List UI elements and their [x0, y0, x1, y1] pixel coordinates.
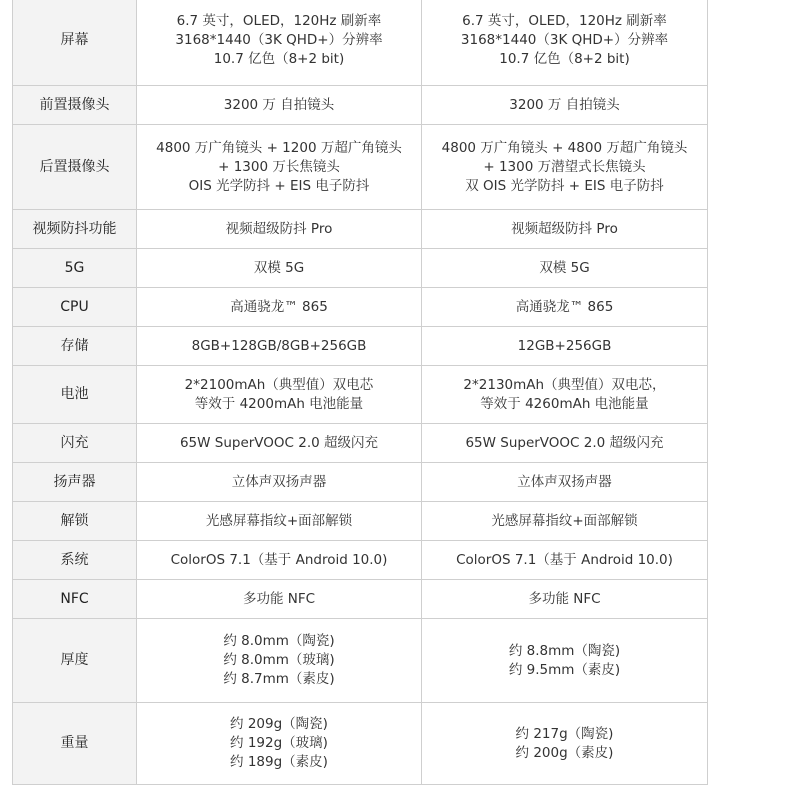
- table-row: [13, 541, 708, 580]
- row-label: 视频防抖功能: [13, 210, 137, 249]
- spec-cell-model-a: [137, 541, 422, 580]
- spec-cell-model-b: [422, 86, 708, 125]
- spec-line: 光感屏幕指纹+面部解锁: [205, 512, 353, 529]
- spec-cell-model-a: [137, 249, 422, 288]
- spec-line: 2*2100mAh（典型值）双电芯: [184, 376, 374, 393]
- spec-cell-model-a: [137, 502, 422, 541]
- spec-line: ColorOS 7.1（基于 Android 10.0): [456, 551, 673, 568]
- spec-cell-model-b: [422, 541, 708, 580]
- row-label: 系统: [13, 541, 137, 580]
- spec-line: OIS 光学防抖 + EIS 电子防抖: [188, 177, 370, 194]
- spec-line: 立体声双扬声器: [517, 473, 612, 490]
- row-label: 5G: [13, 249, 137, 288]
- table-row: [13, 703, 708, 785]
- spec-cell-model-b: [422, 502, 708, 541]
- row-label: 解锁: [13, 502, 137, 541]
- table-row: [13, 424, 708, 463]
- spec-line: 3168*1440（3K QHD+）分辨率: [175, 31, 383, 48]
- spec-line: 4800 万广角镜头 + 4800 万超广角镜头: [441, 139, 688, 156]
- spec-cell-model-b: [422, 580, 708, 619]
- spec-cell-model-a: [137, 288, 422, 327]
- row-label: 前置摄像头: [13, 86, 137, 125]
- spec-cell-model-b: [422, 288, 708, 327]
- spec-line: 约 9.5mm（素皮): [508, 661, 621, 678]
- spec-cell-model-a: [137, 424, 422, 463]
- table-row: [13, 502, 708, 541]
- spec-line: 高通骁龙™ 865: [230, 298, 328, 315]
- spec-cell-model-a: [137, 0, 422, 86]
- spec-line: 高通骁龙™ 865: [515, 298, 614, 315]
- row-label: 存储: [13, 327, 137, 366]
- spec-cell-model-b: [422, 0, 708, 86]
- row-label: 扬声器: [13, 463, 137, 502]
- spec-line: 约 8.0mm（陶瓷): [223, 633, 335, 649]
- row-label: NFC: [13, 580, 137, 619]
- spec-line: 6.7 英寸，OLED，120Hz 刷新率: [176, 12, 382, 29]
- spec-cell-model-a: [137, 210, 422, 249]
- row-label: 电池: [13, 366, 137, 424]
- spec-line: 等效于 4260mAh 电池能量: [480, 395, 649, 412]
- spec-line: 3200 万 自拍镜头: [223, 96, 335, 113]
- row-label: 屏幕: [13, 0, 137, 86]
- spec-line: 4800 万广角镜头 + 1200 万超广角镜头: [156, 139, 402, 156]
- spec-cell-model-a: [137, 703, 422, 785]
- spec-line: 65W SuperVOOC 2.0 超级闪充: [465, 434, 664, 451]
- spec-line: 约 8.7mm（素皮): [223, 671, 335, 687]
- spec-cell-model-a: [137, 580, 422, 619]
- spec-line: 约 217g（陶瓷): [515, 725, 614, 742]
- table-row: [13, 366, 708, 424]
- spec-line: 6.7 英寸，OLED，120Hz 刷新率: [462, 12, 667, 29]
- spec-cell-model-a: [137, 125, 422, 210]
- spec-comparison-table: [12, 0, 708, 785]
- spec-cell-model-b: [422, 703, 708, 785]
- spec-line: 约 189g（素皮): [230, 754, 328, 770]
- row-label: 闪充: [13, 424, 137, 463]
- spec-line: 光感屏幕指纹+面部解锁: [491, 512, 638, 529]
- spec-line: 约 8.8mm（陶瓷): [508, 642, 621, 659]
- table-row: [13, 86, 708, 125]
- spec-line: 2*2130mAh（典型值）双电芯，: [463, 376, 666, 393]
- spec-line: 双模 5G: [539, 259, 590, 276]
- row-label: 重量: [13, 703, 137, 785]
- table-row: [13, 125, 708, 210]
- spec-cell-model-b: [422, 210, 708, 249]
- spec-line: 约 209g（陶瓷): [230, 716, 328, 732]
- table-row: [13, 619, 708, 703]
- spec-line: 双模 5G: [253, 259, 305, 276]
- spec-line: 12GB+256GB: [517, 337, 612, 354]
- spec-cell-model-b: [422, 249, 708, 288]
- spec-cell-model-b: [422, 463, 708, 502]
- spec-line: + 1300 万潜望式长焦镜头: [483, 158, 646, 175]
- spec-cell-model-b: [422, 327, 708, 366]
- spec-line: 视频超级防抖 Pro: [225, 220, 333, 237]
- spec-cell-model-a: [137, 619, 422, 703]
- spec-cell-model-a: [137, 463, 422, 502]
- spec-cell-model-b: [422, 619, 708, 703]
- table-row: [13, 249, 708, 288]
- spec-line: 约 8.0mm（玻璃): [223, 652, 335, 668]
- spec-line: 3200 万 自拍镜头: [509, 96, 620, 113]
- spec-line: 10.7 亿色（8+2 bit): [213, 50, 345, 67]
- spec-line: 多功能 NFC: [242, 590, 316, 607]
- spec-line: 等效于 4200mAh 电池能量: [194, 395, 364, 412]
- spec-line: 约 192g（玻璃): [230, 735, 328, 751]
- spec-line: 8GB+128GB/8GB+256GB: [191, 337, 367, 354]
- spec-line: 65W SuperVOOC 2.0 超级闪充: [179, 434, 379, 451]
- spec-cell-model-b: [422, 125, 708, 210]
- spec-cell-model-a: [137, 327, 422, 366]
- table-row: [13, 0, 708, 86]
- row-label: CPU: [13, 288, 137, 327]
- spec-line: 多功能 NFC: [528, 590, 601, 607]
- spec-line: 立体声双扬声器: [231, 473, 327, 490]
- spec-line: ColorOS 7.1（基于 Android 10.0): [170, 551, 388, 568]
- spec-table-body: [13, 0, 708, 785]
- table-row: [13, 327, 708, 366]
- spec-line: 约 200g（素皮): [515, 744, 614, 761]
- table-row: [13, 580, 708, 619]
- row-label: 后置摄像头: [13, 125, 137, 210]
- spec-cell-model-b: [422, 424, 708, 463]
- spec-line: 双 OIS 光学防抖 + EIS 电子防抖: [465, 177, 664, 194]
- spec-line: 3168*1440（3K QHD+）分辨率: [460, 31, 669, 48]
- spec-line: 10.7 亿色（8+2 bit): [499, 50, 630, 67]
- spec-cell-model-b: [422, 366, 708, 424]
- spec-line: + 1300 万长焦镜头: [218, 158, 340, 175]
- spec-cell-model-a: [137, 366, 422, 424]
- spec-line: 视频超级防抖 Pro: [511, 220, 618, 237]
- spec-cell-model-a: [137, 86, 422, 125]
- table-row: [13, 288, 708, 327]
- row-label: 厚度: [13, 619, 137, 703]
- table-row: [13, 210, 708, 249]
- table-row: [13, 463, 708, 502]
